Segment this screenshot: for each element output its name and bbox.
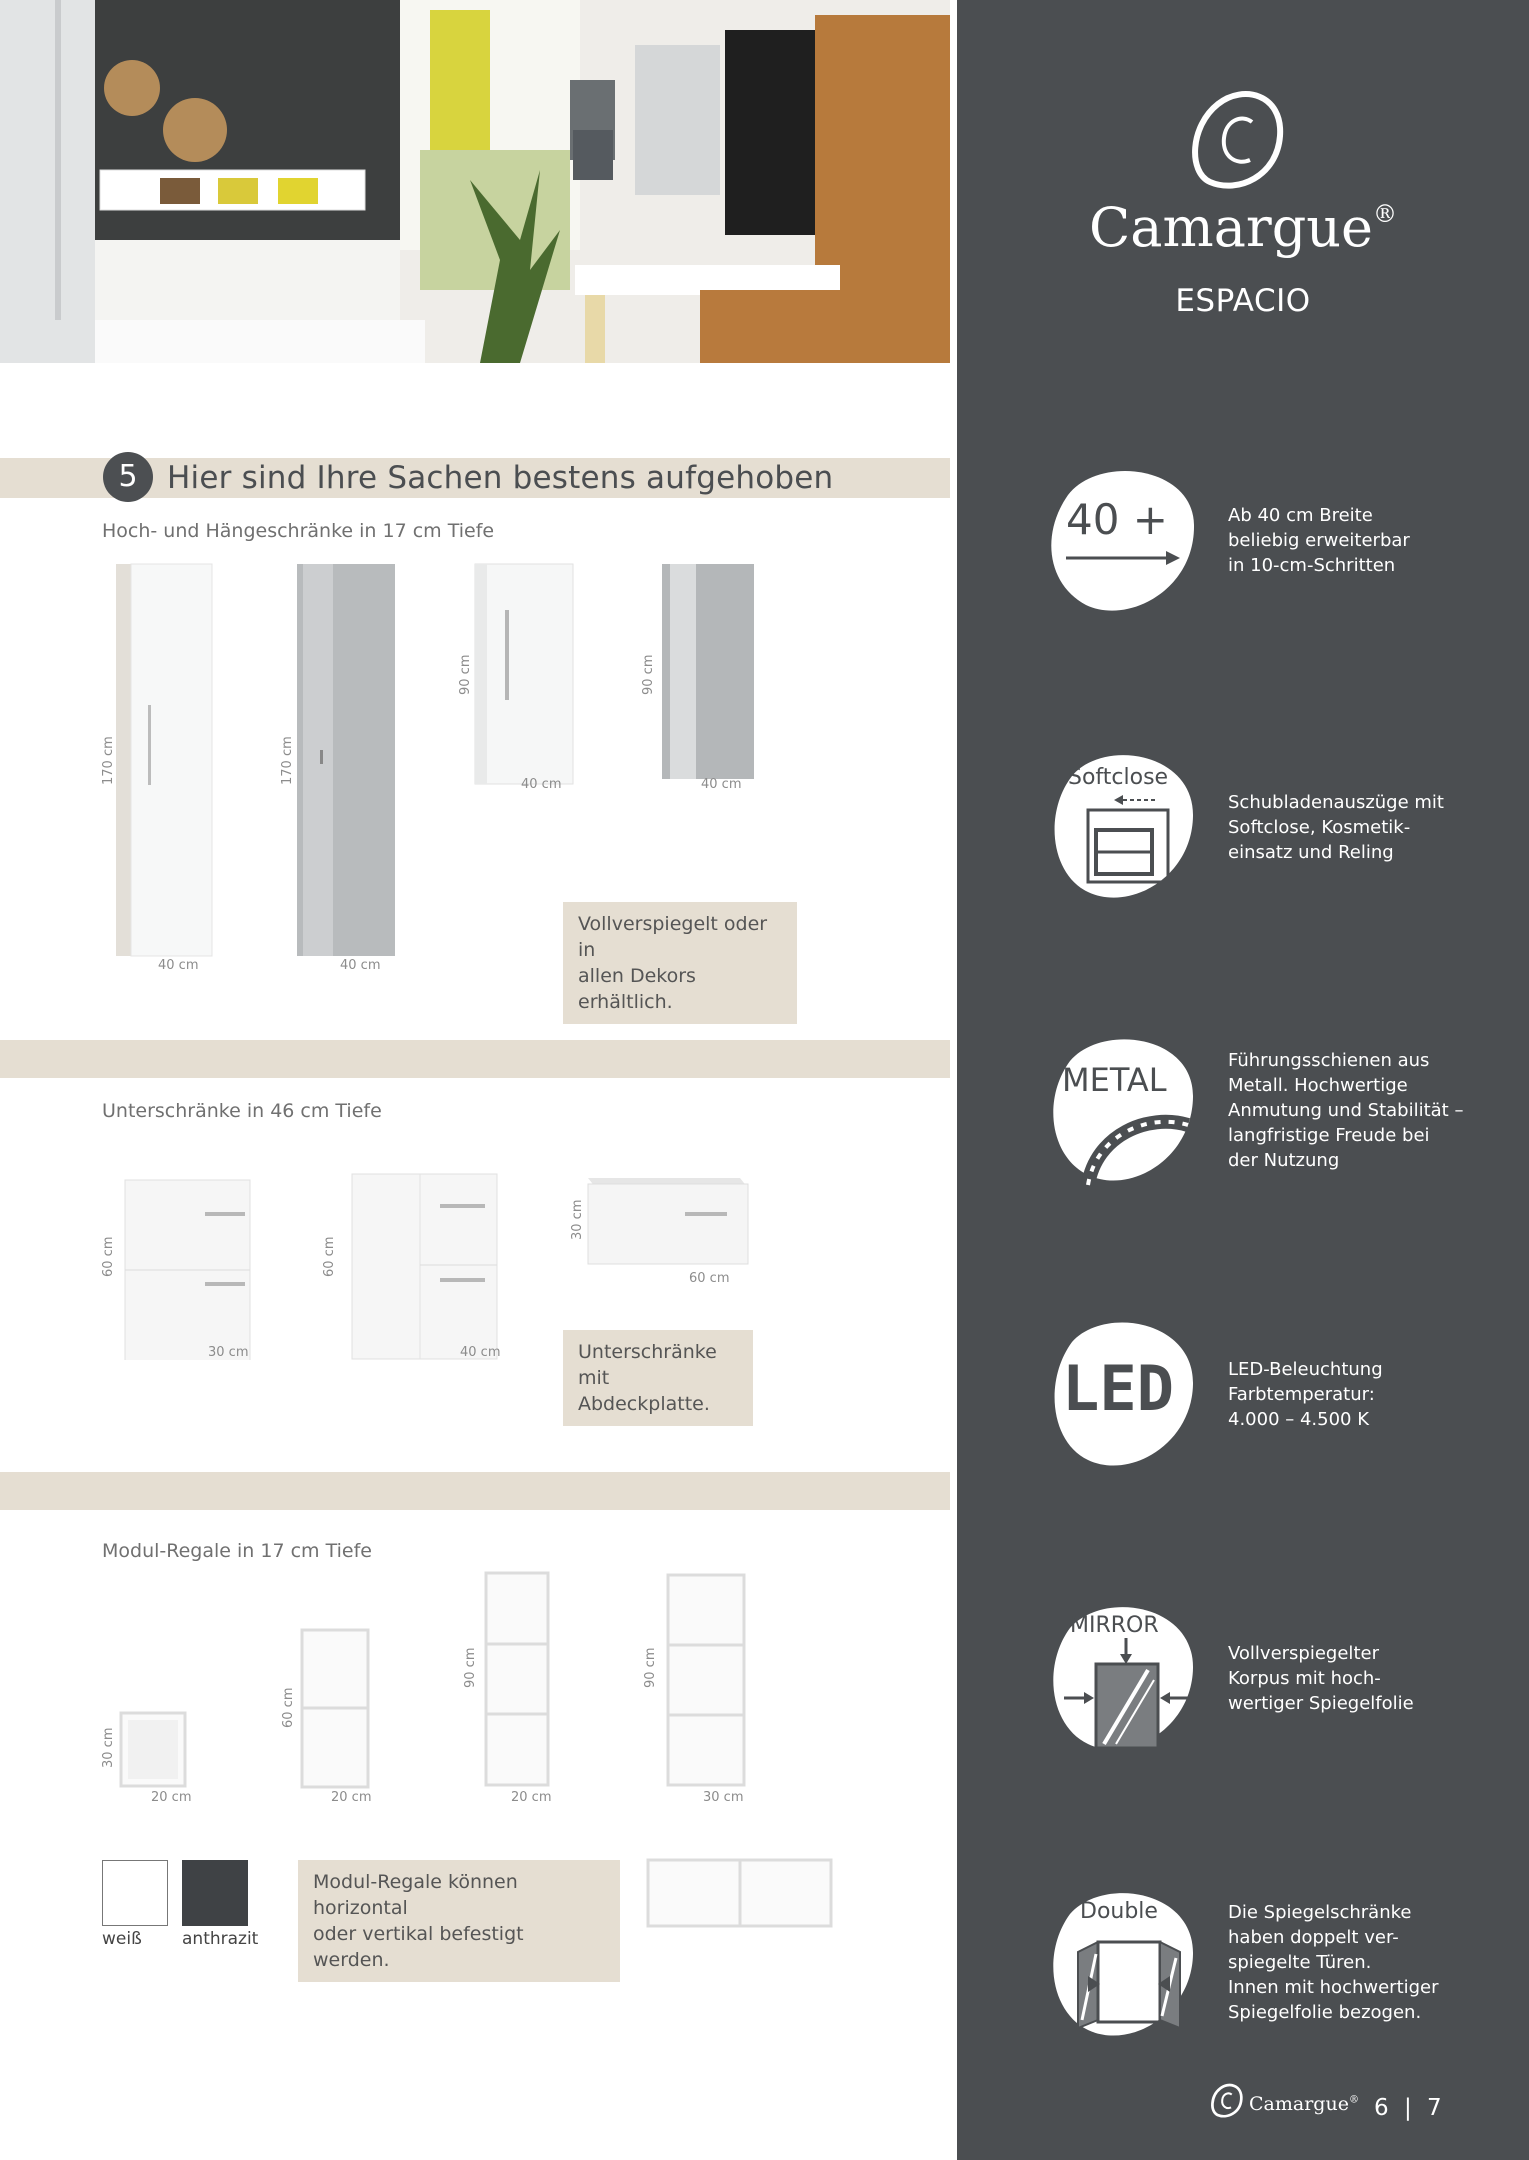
feature-line: Korpus mit hoch- [1228,1668,1381,1689]
width-40-icon [1048,455,1198,620]
feature-line: Farbtemperatur: [1228,1384,1375,1405]
feature-line: Metall. Hochwertige [1228,1075,1408,1096]
icon-label: Double [1080,1899,1158,1924]
feature-line: Schubladenauszüge mit [1228,792,1444,813]
feature-description [1228,503,1410,578]
feature-line: in 10-cm-Schritten [1228,555,1396,576]
tall-cabinets-note [563,902,797,1024]
note-line: Vollverspiegelt oder in [578,913,768,961]
divider-band [0,1472,950,1510]
dimension-label: 20 cm [151,1790,192,1805]
dimension-label: 30 cm [703,1790,744,1805]
base-cabinets-illustration [0,1160,950,1360]
feature-line: beliebig erweiterbar [1228,530,1410,551]
feature-line: Softclose, Kosmetik- [1228,817,1411,838]
camargue-logo-icon [1188,86,1288,196]
dimension-label: 40 cm [158,958,199,973]
dimension-label: 40 cm [521,777,562,792]
note-line: mit Abdeckplatte. [578,1367,710,1415]
metal-rail-icon [1048,1025,1198,1190]
icon-label: LED [1062,1352,1174,1425]
feature-line: 4.000 – 4.500 K [1228,1409,1370,1430]
right-sidebar [957,0,1529,2160]
dimension-label: 30 cm [570,1199,585,1240]
dimension-label: 90 cm [458,654,473,695]
swatch-white [102,1860,168,1926]
section-title: Hier sind Ihre Sachen bestens aufgehoben [167,460,834,496]
feature-line: Ab 40 cm Breite [1228,505,1373,526]
page-number-left: 6 [1374,2095,1389,2121]
bathroom-photo [0,0,950,363]
mirror-cabinet-icon [1048,1594,1198,1759]
dimension-label: 60 cm [689,1271,730,1286]
icon-label: 40 + [1066,495,1168,544]
feature-line: Innen mit hochwertiger [1228,1977,1439,1998]
dimension-label: 90 cm [463,1647,478,1688]
section-number: 5 [103,452,153,502]
brand-name [957,196,1529,259]
dimension-label: 60 cm [101,1236,116,1277]
feature-description [1228,790,1444,865]
registered-mark: ® [1348,2094,1359,2106]
dimension-label: 170 cm [101,736,116,785]
swatch-anthracite [182,1860,248,1926]
footer-brand [1249,2093,1359,2115]
note-line: Modul-Regale können horizontal [313,1871,518,1919]
feature-line: Anmutung und Stabilität – [1228,1100,1464,1121]
dimension-label: 60 cm [322,1236,337,1277]
feature-line: einsatz und Reling [1228,842,1394,863]
feature-line: haben doppelt ver- [1228,1927,1399,1948]
dimension-label: 20 cm [331,1790,372,1805]
feature-description [1228,1357,1383,1432]
feature-line: spiegelte Türen. [1228,1952,1372,1973]
feature-description [1228,1048,1463,1173]
feature-line: Führungsschienen aus [1228,1050,1430,1071]
dimension-label: 30 cm [208,1345,249,1360]
tall-cabinets-illustration [0,540,950,1000]
softclose-drawer-icon [1048,742,1198,907]
swatch-label: weiß [102,1929,142,1949]
feature-line: Spiegelfolie bezogen. [1228,2002,1422,2023]
brand-series: ESPACIO [1175,283,1311,319]
led-icon [1048,1310,1198,1475]
feature-line: LED-Beleuchtung [1228,1359,1383,1380]
tall-cabinets-heading: Hoch- und Hängeschränke in 17 cm Tiefe [102,520,495,542]
footer-logo-icon [1210,2082,1244,2120]
dimension-label: 170 cm [280,736,295,785]
feature-line: Vollverspiegelter [1228,1643,1379,1664]
feature-description [1228,1641,1414,1716]
icon-label: Softclose [1068,765,1169,790]
note-line: Unterschränke [578,1341,717,1363]
feature-description [1228,1900,1439,2025]
page-separator: | [1403,2095,1412,2121]
feature-line: der Nutzung [1228,1150,1340,1171]
note-line: oder vertikal befestigt werden. [313,1923,524,1971]
horizontal-shelf-illustration [645,1856,835,1932]
page-numbers [1374,2095,1442,2121]
shelves-heading: Modul-Regale in 17 cm Tiefe [102,1540,372,1562]
note-line: allen Dekors erhältlich. [578,965,696,1013]
double-mirror-door-icon [1048,1880,1198,2045]
base-cabinets-note [563,1330,753,1426]
dimension-label: 40 cm [340,958,381,973]
footer-brand-text: Camargue [1249,2093,1349,2115]
icon-label: MIRROR [1070,1613,1159,1638]
swatch-label: anthrazit [182,1929,259,1949]
dimension-label: 40 cm [701,777,742,792]
feature-line: langfristige Freude bei [1228,1125,1430,1146]
dimension-label: 30 cm [101,1727,116,1768]
dimension-label: 40 cm [460,1345,501,1360]
base-cabinets-heading: Unterschränke in 46 cm Tiefe [102,1100,382,1122]
shelves-note [298,1860,620,1982]
dimension-label: 90 cm [643,1647,658,1688]
dimension-label: 20 cm [511,1790,552,1805]
divider-band [0,1040,950,1078]
feature-line: wertiger Spiegelfolie [1228,1693,1414,1714]
feature-line: Die Spiegelschränke [1228,1902,1412,1923]
brand-name-text: Camargue [1088,196,1374,259]
registered-mark: ® [1373,200,1398,228]
page-number-right: 7 [1427,2095,1442,2121]
dimension-label: 60 cm [281,1687,296,1728]
dimension-label: 90 cm [641,654,656,695]
icon-label: METAL [1062,1061,1167,1099]
